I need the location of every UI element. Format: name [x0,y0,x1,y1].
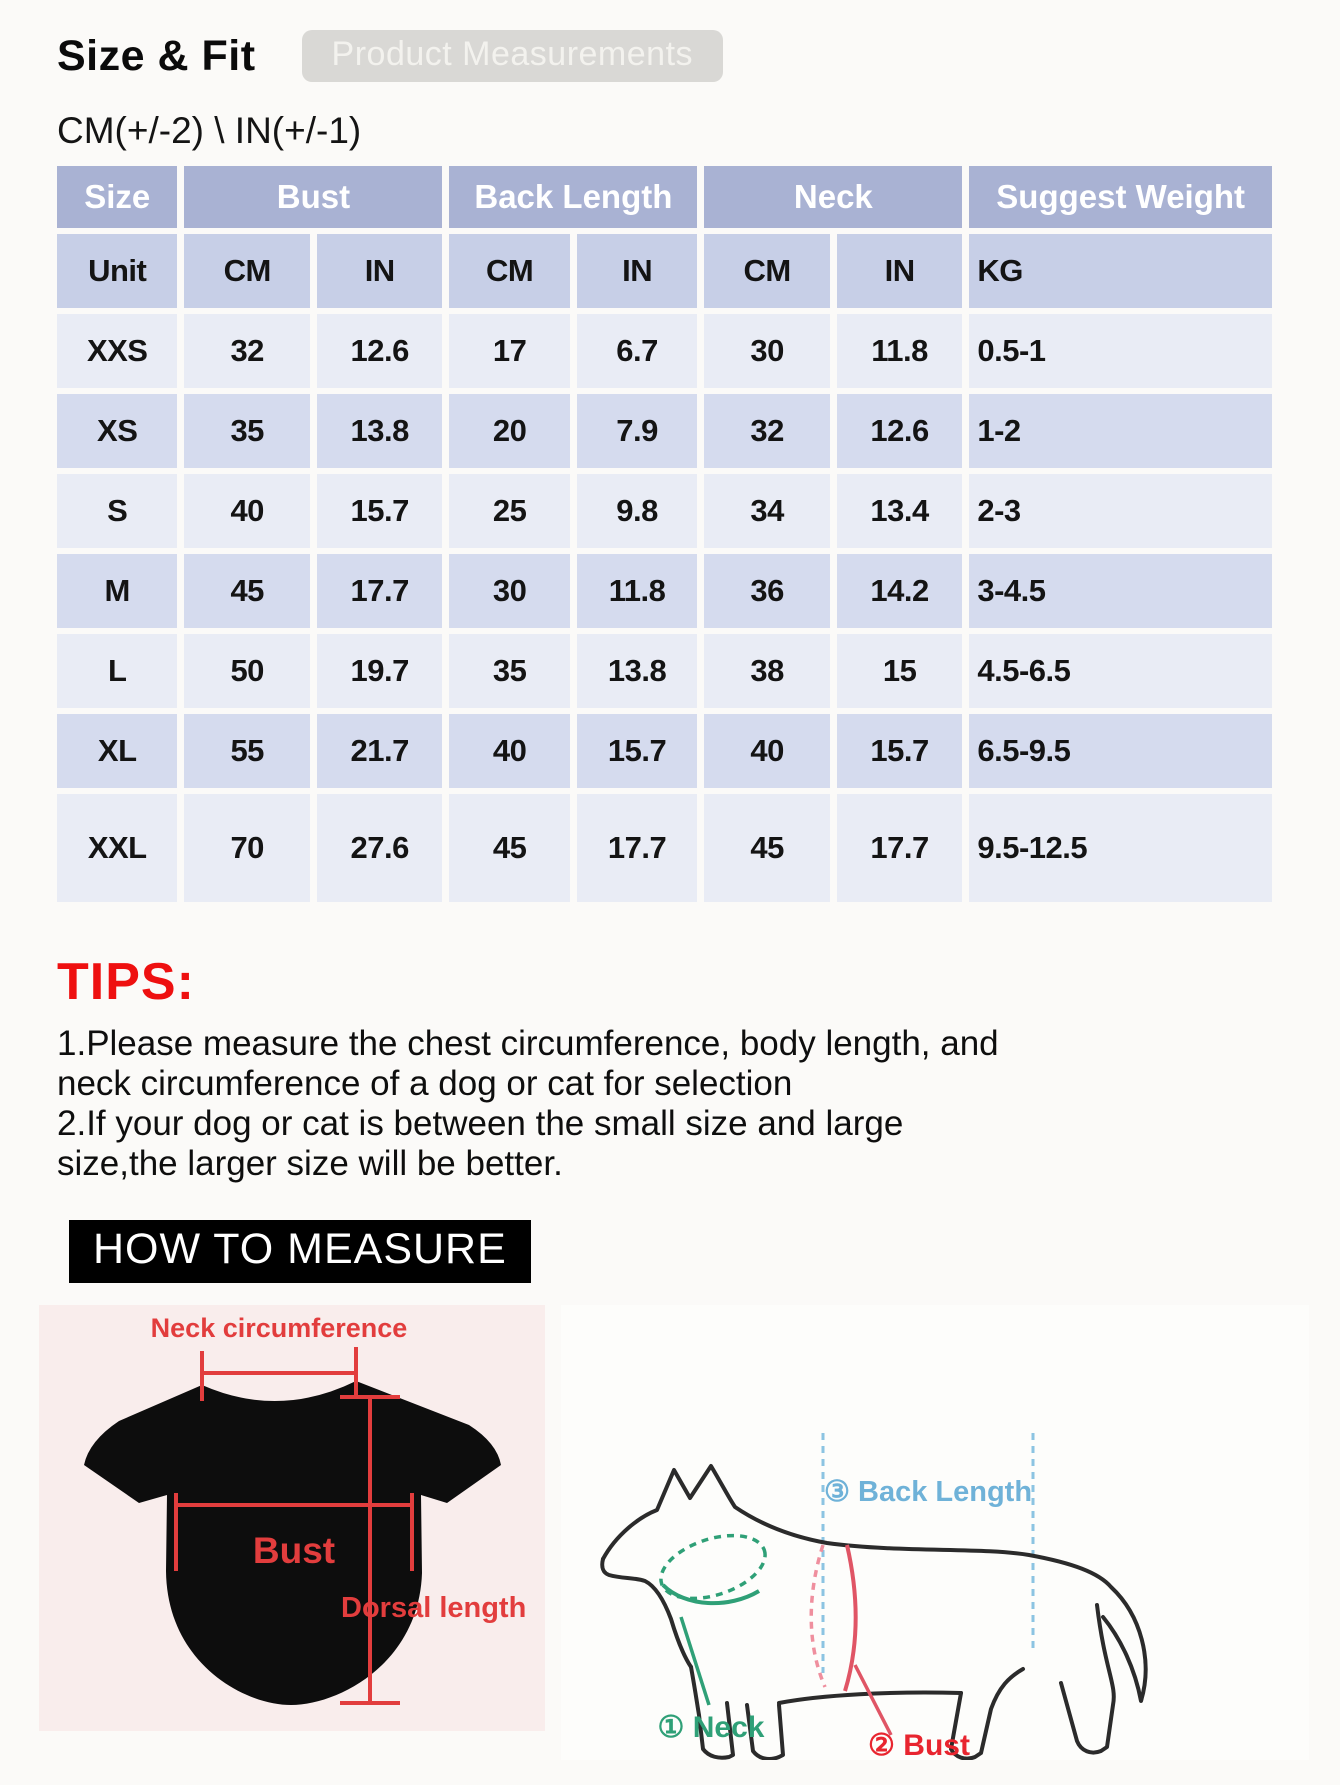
shirt-measure-diagram [39,1305,545,1731]
dog-diagram-svg [561,1305,1309,1760]
measurement-cell: 40 [704,714,830,788]
shirt-neck-label: Neck circumference [150,1313,408,1343]
shirt-bust-label: Bust [252,1530,336,1571]
measurement-cell: 30 [704,314,830,388]
size-table [50,160,1279,908]
measurement-cell: 11.8 [577,554,697,628]
col-header-suggest-weight: Suggest Weight [969,166,1272,228]
header [57,30,1340,82]
unit-cell: KG [969,234,1272,308]
unit-cell: Unit [57,234,177,308]
measurement-cell: 11.8 [837,314,963,388]
dog-back-length-label: ③ Back Length [823,1476,1033,1508]
table-group-header-row [57,166,1272,228]
table-unit-row [57,234,1272,308]
size-label-cell: L [57,634,177,708]
size-label-cell: S [57,474,177,548]
unit-cell: CM [704,234,830,308]
table-row [57,714,1272,788]
measurement-cell: 21.7 [317,714,443,788]
unit-cell: IN [577,234,697,308]
size-table-body [57,314,1272,902]
measurement-cell: 70 [184,794,310,902]
measure-figures [39,1305,1340,1760]
measurement-cell: 15.7 [837,714,963,788]
tips-text [57,1024,1340,1184]
measurement-cell: 13.8 [317,394,443,468]
measurement-cell: 17.7 [317,554,443,628]
tips-line: neck circumference of a dog or cat for selection [57,1064,793,1103]
measurement-cell: 30 [449,554,569,628]
measurement-cell: 34 [704,474,830,548]
page-title: Size & Fit [57,31,256,80]
tips-heading: TIPS: [57,953,195,1011]
measurement-cell: 17.7 [837,794,963,902]
dog-measure-diagram [561,1305,1309,1760]
measurement-cell: 35 [449,634,569,708]
measurement-cell: 2-3 [969,474,1272,548]
measurement-cell: 38 [704,634,830,708]
table-row [57,554,1272,628]
measurement-cell: 7.9 [577,394,697,468]
table-row [57,634,1272,708]
measurement-cell: 6.7 [577,314,697,388]
col-header-bust: Bust [184,166,442,228]
measurement-cell: 13.4 [837,474,963,548]
measurement-cell: 15.7 [577,714,697,788]
measurement-cell: 17.7 [577,794,697,902]
table-row [57,394,1272,468]
size-label-cell: XL [57,714,177,788]
table-row [57,474,1272,548]
measurement-cell: 0.5-1 [969,314,1272,388]
unit-cell: CM [184,234,310,308]
size-label-cell: XXS [57,314,177,388]
shirt-diagram-svg [39,1305,545,1731]
measurement-cell: 40 [449,714,569,788]
table-row [57,314,1272,388]
measurement-cell: 32 [184,314,310,388]
product-measurements-badge: Product Measurements [302,30,724,82]
measurement-cell: 12.6 [837,394,963,468]
measurement-cell: 45 [184,554,310,628]
shirt-dorsal-label: Dorsal length [341,1592,527,1624]
measurement-cell: 4.5-6.5 [969,634,1272,708]
measurement-cell: 15.7 [317,474,443,548]
measurement-cell: 40 [184,474,310,548]
col-header-size: Size [57,166,177,228]
measurement-cell: 12.6 [317,314,443,388]
measurement-cell: 17 [449,314,569,388]
measurement-cell: 15 [837,634,963,708]
measurement-cell: 45 [704,794,830,902]
col-header-back-length: Back Length [449,166,697,228]
size-label-cell: M [57,554,177,628]
measurement-cell: 19.7 [317,634,443,708]
size-label-cell: XS [57,394,177,468]
measurement-cell: 6.5-9.5 [969,714,1272,788]
measurement-cell: 13.8 [577,634,697,708]
measurement-cell: 9.5-12.5 [969,794,1272,902]
tips-line: 1.Please measure the chest circumference, body length, and [57,1024,999,1063]
size-label-cell: XXL [57,794,177,902]
tolerance-note: CM(+/-2) \ IN(+/-1) [57,110,362,151]
dog-bust-label: ② Bust [868,1729,970,1760]
measurement-cell: 35 [184,394,310,468]
tips-line: 2.If your dog or cat is between the small size and large [57,1104,904,1143]
unit-cell: CM [449,234,569,308]
measurement-cell: 36 [704,554,830,628]
measurement-cell: 55 [184,714,310,788]
dog-neck-label: ① Neck [657,1711,765,1744]
measurement-cell: 32 [704,394,830,468]
measurement-cell: 27.6 [317,794,443,902]
measurement-cell: 14.2 [837,554,963,628]
measurement-cell: 50 [184,634,310,708]
measurement-cell: 20 [449,394,569,468]
tips-line: size,the larger size will be better. [57,1144,563,1183]
unit-cell: IN [317,234,443,308]
col-header-neck: Neck [704,166,962,228]
how-to-measure-banner: HOW TO MEASURE [69,1220,531,1283]
bust-girth-lines [811,1545,891,1735]
measurement-cell: 45 [449,794,569,902]
measurement-cell: 25 [449,474,569,548]
measurement-cell: 3-4.5 [969,554,1272,628]
measurement-cell: 1-2 [969,394,1272,468]
measurement-cell: 9.8 [577,474,697,548]
unit-cell: IN [837,234,963,308]
table-row [57,794,1272,902]
